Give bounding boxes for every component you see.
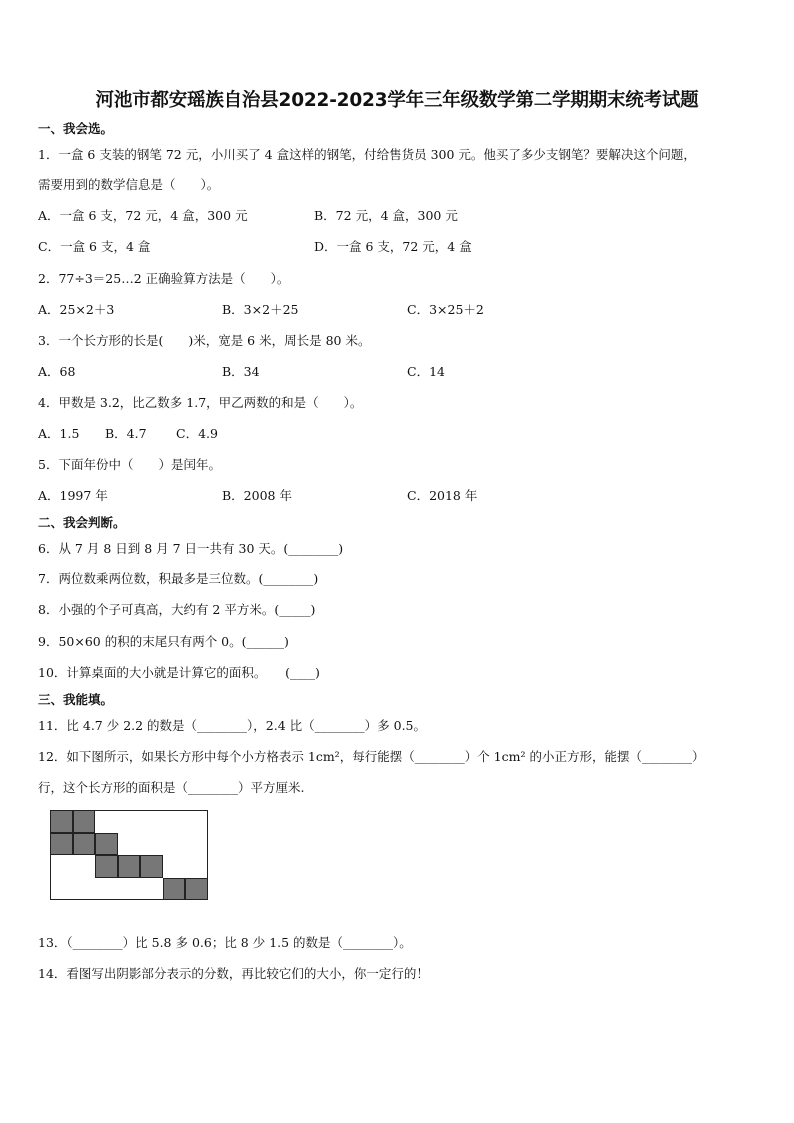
- question-2-option-b: B．3×2＋25: [222, 302, 299, 317]
- question-12-line-1: 12．如下图所示，如果长方形中每个小方格表示 1cm²，每行能摆（________）个 1cm² 的小正方形，能摆（________）: [38, 749, 705, 764]
- question-3-option-c: C．14: [407, 364, 445, 379]
- question-3-option-b: B．34: [222, 364, 260, 379]
- question-9: 9．50×60 的积的末尾只有两个 0。(______): [38, 634, 289, 649]
- question-10: 10．计算桌面的大小就是计算它的面积。 (____): [38, 665, 320, 680]
- shaded-square: [185, 878, 208, 901]
- shaded-square: [50, 810, 73, 833]
- question-3-option-a: A．68: [38, 364, 76, 379]
- question-3: 3．一个长方形的长是( )米，宽是 6 米，周长是 80 米。: [38, 333, 371, 348]
- section-heading-choose: 一、我会选。: [38, 121, 114, 136]
- question-5-option-a: A．1997 年: [38, 488, 108, 503]
- question-6: 6．从 7 月 8 日到 8 月 7 日一共有 30 天。(________): [38, 541, 344, 556]
- question-2-option-a: A．25×2＋3: [38, 302, 115, 317]
- section-heading-judge: 二、我会判断。: [38, 515, 126, 530]
- question-5: 5．下面年份中（ ）是闰年。: [38, 457, 221, 472]
- question-1-line-1: 1．一盒 6 支装的钢笔 72 元，小川买了 4 盒这样的钢笔，付给售货员 300 元。他买了多少支钢笔？要解决这个问题，: [38, 147, 696, 162]
- shaded-square: [163, 878, 186, 901]
- shaded-square: [50, 833, 73, 856]
- question-4: 4．甲数是 3.2，比乙数多 1.7，甲乙两数的和是（ ）。: [38, 395, 363, 410]
- shaded-square: [95, 833, 118, 856]
- question-1-option-d: D．一盒 6 支，72 元，4 盒: [314, 239, 472, 254]
- question-7: 7．两位数乘两位数，积最多是三位数。(________): [38, 571, 319, 586]
- shaded-square: [95, 855, 118, 878]
- rectangle-grid-figure: [50, 810, 208, 900]
- question-13: 13．（________）比 5.8 多 0.6；比 8 少 1.5 的数是（________）。: [38, 935, 412, 950]
- question-4-option-a: A．1.5: [38, 426, 80, 441]
- question-1-option-a: A．一盒 6 支，72 元，4 盒，300 元: [38, 208, 248, 223]
- page-title: 河池市都安瑶族自治县2022-2023学年三年级数学第二学期期末统考试题: [95, 90, 699, 111]
- question-2-option-c: C．3×25＋2: [407, 302, 484, 317]
- question-2: 2．77÷3＝25…2 正确验算方法是（ ）。: [38, 271, 290, 286]
- shaded-square: [73, 810, 96, 833]
- shaded-square: [118, 855, 141, 878]
- question-14: 14．看图写出阴影部分表示的分数，再比较它们的大小，你一定行的！: [38, 966, 429, 981]
- question-1-option-b: B．72 元，4 盒，300 元: [314, 208, 458, 223]
- question-12-line-2: 行，这个长方形的面积是（________）平方厘米.: [38, 780, 305, 795]
- question-11: 11．比 4.7 少 2.2 的数是（________），2.4 比（________）多 0.5。: [38, 718, 427, 733]
- question-4-option-b: B．4.7: [105, 426, 147, 441]
- question-8: 8．小强的个子可真高，大约有 2 平方米。(_____): [38, 602, 316, 617]
- question-1-line-2: 需要用到的数学信息是（ ）。: [38, 177, 220, 192]
- shaded-square: [140, 855, 163, 878]
- section-heading-fill: 三、我能填。: [38, 692, 114, 707]
- question-4-option-c: C．4.9: [176, 426, 218, 441]
- shaded-square: [73, 833, 96, 856]
- question-5-option-b: B．2008 年: [222, 488, 292, 503]
- question-1-option-c: C．一盒 6 支，4 盒: [38, 239, 151, 254]
- question-5-option-c: C．2018 年: [407, 488, 478, 503]
